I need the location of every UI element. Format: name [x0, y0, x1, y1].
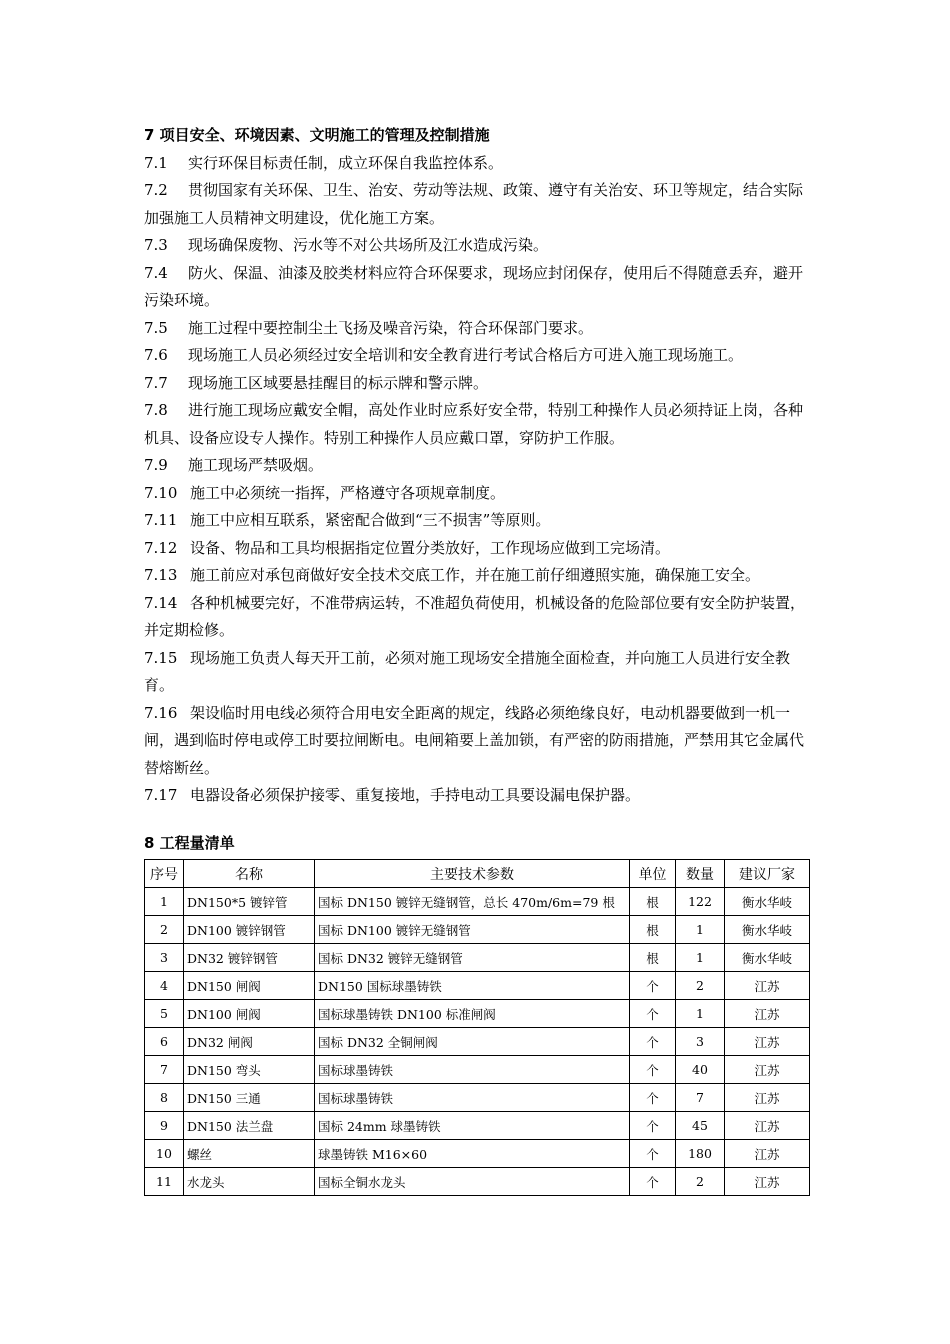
item-text: 贯彻国家有关环保、卫生、治安、劳动等法规、政策、遵守有关治安、环卫等规定，结合实际加强施工人员精神文明建设，优化施工方案。: [144, 181, 804, 227]
cell-name: DN150 法兰盘: [184, 1112, 315, 1140]
cell-spec: 国标全铜水龙头: [315, 1168, 630, 1196]
cell-quantity: 122: [676, 888, 725, 916]
item-number: 7.14: [144, 593, 178, 612]
item-number: 7.10: [144, 483, 178, 502]
item-number: 7.13: [144, 566, 178, 584]
table-row: [145, 1000, 810, 1028]
list-item: [144, 562, 814, 590]
item-text: 各种机械要完好，不准带病运转，不准超负荷使用，机械设备的危险部位要有安全防护装置，并定期检修。: [144, 593, 806, 639]
cell-index: 9: [145, 1112, 184, 1140]
cell-index: 3: [145, 944, 184, 972]
table-row: [145, 1168, 810, 1196]
cell-manufacturer: 江苏: [725, 1000, 810, 1028]
cell-quantity: 3: [676, 1028, 725, 1056]
cell-name: DN150 闸阀: [184, 972, 315, 1000]
list-item: [144, 177, 814, 232]
cell-quantity: 2: [676, 972, 725, 1000]
item-number: 7.4: [144, 263, 168, 282]
cell-index: 11: [145, 1168, 184, 1196]
cell-manufacturer: 江苏: [725, 1112, 810, 1140]
list-item: [144, 315, 814, 343]
cell-unit: 个: [630, 1112, 676, 1140]
cell-index: 6: [145, 1028, 184, 1056]
cell-unit: 个: [630, 1056, 676, 1084]
item-text: 现场施工区域要悬挂醒目的标示牌和警示牌。: [188, 373, 489, 392]
table-row: [145, 972, 810, 1000]
list-item: [144, 645, 814, 700]
table-body: [145, 888, 810, 1196]
list-item: [144, 232, 814, 260]
item-number: 7.7: [144, 373, 168, 392]
cell-spec: 国标 DN32 镀锌无缝钢管: [315, 944, 630, 972]
cell-name: 螺丝: [184, 1140, 315, 1168]
table-row: [145, 1084, 810, 1112]
cell-spec: 国标球墨铸铁: [315, 1084, 630, 1112]
cell-manufacturer: 江苏: [725, 1140, 810, 1168]
cell-name: DN150*5 镀锌管: [184, 888, 315, 916]
cell-unit: 根: [630, 916, 676, 944]
cell-quantity: 1: [676, 944, 725, 972]
cell-manufacturer: 衡水华岐: [725, 944, 810, 972]
list-item: [144, 342, 814, 370]
item-text: 现场施工人员必须经过安全培训和安全教育进行考试合格后方可进入施工现场施工。: [188, 346, 744, 364]
header-unit: 单位: [630, 860, 676, 888]
list-item: [144, 370, 814, 398]
cell-quantity: 2: [676, 1168, 725, 1196]
list-item: [144, 397, 814, 452]
list-item: [144, 535, 814, 563]
list-item: [144, 782, 814, 810]
cell-name: DN100 闸阀: [184, 1000, 315, 1028]
cell-manufacturer: 江苏: [725, 1056, 810, 1084]
item-text: 实行环保目标责任制，成立环保自我监控体系。: [188, 153, 504, 172]
cell-manufacturer: 江苏: [725, 1168, 810, 1196]
cell-quantity: 1: [676, 1000, 725, 1028]
cell-spec: 国标 24mm 球墨铸铁: [315, 1112, 630, 1140]
cell-unit: 根: [630, 944, 676, 972]
cell-name: DN150 弯头: [184, 1056, 315, 1084]
item-text: 电器设备必须保护接零、重复接地，手持电动工具要设漏电保护器。: [190, 786, 641, 804]
cell-spec: 球墨铸铁 M16×60: [315, 1140, 630, 1168]
cell-index: 8: [145, 1084, 184, 1112]
item-number: 7.8: [144, 401, 168, 419]
cell-index: 4: [145, 972, 184, 1000]
item-number: 7.11: [144, 511, 178, 529]
cell-spec: DN150 国标球墨铸铁: [315, 972, 630, 1000]
cell-quantity: 40: [676, 1056, 725, 1084]
item-number: 7.16: [144, 703, 178, 722]
list-item: [144, 260, 814, 315]
list-item: [144, 590, 814, 645]
cell-unit: 个: [630, 1140, 676, 1168]
table-row: [145, 1028, 810, 1056]
header-quantity: 数量: [676, 860, 725, 888]
list-item: [144, 480, 814, 508]
cell-manufacturer: 江苏: [725, 972, 810, 1000]
header-spec: 主要技术参数: [315, 860, 630, 888]
cell-unit: 个: [630, 1028, 676, 1056]
item-number: 7.3: [144, 236, 168, 254]
section-spacer: [144, 810, 814, 830]
cell-quantity: 1: [676, 916, 725, 944]
list-item: [144, 150, 814, 178]
item-number: 7.15: [144, 648, 178, 667]
cell-spec: 国标 DN150 镀锌无缝钢管，总长 470m/6m=79 根: [315, 888, 630, 916]
item-number: 7.1: [144, 153, 168, 172]
item-number: 7.6: [144, 346, 168, 364]
cell-manufacturer: 江苏: [725, 1084, 810, 1112]
table-header-row: [145, 860, 810, 888]
cell-index: 5: [145, 1000, 184, 1028]
bill-of-quantities-table: [144, 859, 810, 1196]
table-row: [145, 1140, 810, 1168]
cell-unit: 个: [630, 972, 676, 1000]
item-number: 7.12: [144, 538, 178, 557]
cell-spec: 国标球墨铸铁 DN100 标准闸阀: [315, 1000, 630, 1028]
cell-quantity: 180: [676, 1140, 725, 1168]
cell-unit: 个: [630, 1084, 676, 1112]
cell-index: 7: [145, 1056, 184, 1084]
table-row: [145, 944, 810, 972]
table-row: [145, 916, 810, 944]
list-item: [144, 452, 814, 480]
header-manufacturer: 建议厂家: [725, 860, 810, 888]
cell-quantity: 45: [676, 1112, 725, 1140]
list-item: [144, 700, 814, 783]
cell-name: DN32 闸阀: [184, 1028, 315, 1056]
cell-spec: 国标 DN32 全铜闸阀: [315, 1028, 630, 1056]
cell-unit: 个: [630, 1000, 676, 1028]
item-text: 施工现场严禁吸烟。: [188, 456, 324, 474]
header-index: 序号: [145, 860, 184, 888]
item-text: 现场施工负责人每天开工前，必须对施工现场安全措施全面检查，并向施工人员进行安全教育。: [144, 648, 791, 694]
item-number: 7.2: [144, 181, 168, 199]
item-text: 施工中必须统一指挥，严格遵守各项规章制度。: [190, 483, 506, 502]
cell-name: DN150 三通: [184, 1084, 315, 1112]
item-text: 现场确保废物、污水等不对公共场所及江水造成污染。: [188, 236, 549, 254]
item-number: 7.17: [144, 786, 178, 804]
cell-spec: 国标 DN100 镀锌无缝钢管: [315, 916, 630, 944]
cell-index: 10: [145, 1140, 184, 1168]
cell-unit: 个: [630, 1168, 676, 1196]
section-7-heading: 7 项目安全、环境因素、文明施工的管理及控制措施: [144, 126, 490, 144]
cell-unit: 根: [630, 888, 676, 916]
table-row: [145, 888, 810, 916]
item-text: 施工前应对承包商做好安全技术交底工作，并在施工前仔细遵照实施，确保施工安全。: [190, 566, 761, 584]
section-7-list: [144, 150, 814, 810]
item-number: 7.9: [144, 456, 168, 474]
item-text: 防火、保温、油漆及胶类材料应符合环保要求，现场应封闭保存，使用后不得随意丢弃，避开污染环境。: [144, 263, 804, 309]
cell-name: DN32 镀锌钢管: [184, 944, 315, 972]
item-text: 施工过程中要控制尘土飞扬及噪音污染，符合环保部门要求。: [188, 318, 594, 337]
cell-index: 2: [145, 916, 184, 944]
cell-name: DN100 镀锌钢管: [184, 916, 315, 944]
list-item: [144, 507, 814, 535]
item-text: 施工中应相互联系，紧密配合做到“三不损害”等原则。: [190, 511, 551, 529]
cell-manufacturer: 衡水华岐: [725, 888, 810, 916]
item-number: 7.5: [144, 318, 168, 337]
cell-name: 水龙头: [184, 1168, 315, 1196]
table-row: [145, 1112, 810, 1140]
cell-index: 1: [145, 888, 184, 916]
cell-manufacturer: 江苏: [725, 1028, 810, 1056]
cell-spec: 国标球墨铸铁: [315, 1056, 630, 1084]
cell-quantity: 7: [676, 1084, 725, 1112]
item-text: 架设临时用电线必须符合用电安全距离的规定，线路必须绝缘良好，电动机器要做到一机一闸，遇到临时停电或停工时要拉闸断电。电闸箱要上盖加锁，有严密的防雨措施，严禁用其它金属代替熔断丝。: [144, 703, 805, 777]
item-text: 设备、物品和工具均根据指定位置分类放好，工作现场应做到工完场清。: [190, 538, 671, 557]
section-8-heading: 8 工程量清单: [144, 833, 235, 852]
cell-manufacturer: 衡水华岐: [725, 916, 810, 944]
document-page: [144, 122, 814, 1196]
header-name: 名称: [184, 860, 315, 888]
table-row: [145, 1056, 810, 1084]
item-text: 进行施工现场应戴安全帽，高处作业时应系好安全带，特别工种操作人员必须持证上岗，各种机具、设备应设专人操作。特别工种操作人员应戴口罩，穿防护工作服。: [144, 401, 804, 447]
